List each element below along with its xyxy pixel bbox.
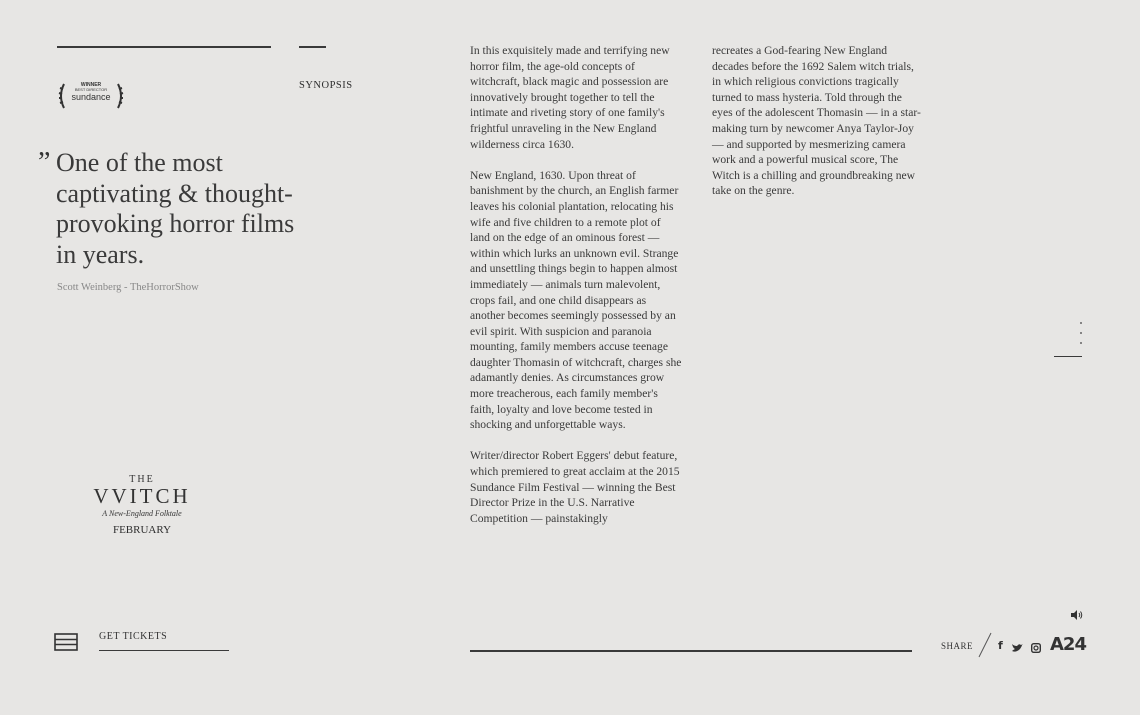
scroll-indicator[interactable] bbox=[1080, 322, 1083, 352]
top-left-rule bbox=[57, 46, 271, 48]
award-category-text: BEST DIRECTOR bbox=[74, 87, 108, 92]
footer-progress-rule bbox=[470, 650, 912, 652]
sound-toggle-icon[interactable] bbox=[1071, 607, 1083, 625]
logo-subtitle: A New-England Folktale bbox=[102, 509, 182, 518]
review-quote: One of the most captivating & thought-provoking horror films in years. bbox=[56, 148, 295, 269]
synopsis-label: SYNOPSIS bbox=[299, 80, 353, 91]
synopsis-paragraph: New England, 1630. Upon threat of banishment by the church, an English farmer leaves his colonial plantation, relocating his wife and five children to a remote plot of land on the edge of an ominous forest — within which lurks an unknown evil. Strange and unsettling things begin to happen almost immediately — animals turn malevolent, crops fail, and one child disappears as another becomes seemingly possessed by an evil spirit. With suspicion and paranoia mounting, family members accuse teenage daughter Thomasin of witchcraft, charges she adamantly denies. As circumstances grow more treacherous, each family member's faith, loyalty and love become tested in shocking and unforgettable ways. bbox=[470, 168, 682, 432]
twitter-icon[interactable] bbox=[1012, 640, 1023, 658]
menu-icon[interactable] bbox=[54, 633, 78, 651]
scroll-indicator-rule bbox=[1054, 356, 1082, 357]
facebook-icon[interactable]: f bbox=[998, 639, 1003, 652]
synopsis-paragraph: Writer/director Robert Eggers' debut feature, which premiered to great acclaim at the 2015 Sundance Film Festival — winning the Best Director Prize in the U.S. Narrative Competition — painstakingly bbox=[470, 449, 680, 525]
synopsis-rule bbox=[299, 46, 326, 48]
instagram-icon[interactable] bbox=[1031, 640, 1041, 658]
a24-logo[interactable]: A24 bbox=[1050, 634, 1086, 655]
tickets-underline bbox=[99, 650, 229, 651]
scroll-dot bbox=[1080, 322, 1082, 324]
scroll-dot bbox=[1080, 342, 1082, 344]
sundance-award-laurel bbox=[56, 80, 126, 112]
share-label: SHARE bbox=[941, 641, 974, 651]
synopsis-paragraph: recreates a God-fearing New England decades before the 1692 Salem witch trials, in which religious convictions tragically turned to mass hysteria. Told through the eyes of the adolescent Thomasin — in a star-making turn by newcomer Anya Taylor-Joy — and supported by mesmerizing camera work and a powerful musical score, The Witch is a chilling and groundbreaking new take on the genre. bbox=[712, 44, 921, 198]
share-divider bbox=[977, 632, 993, 658]
film-logo[interactable] bbox=[82, 474, 202, 536]
logo-the: THE bbox=[129, 474, 155, 485]
synopsis-column-2 bbox=[712, 43, 924, 215]
get-tickets-link[interactable]: GET TICKETS bbox=[99, 631, 168, 642]
award-festival-text: sundance bbox=[71, 92, 111, 102]
quote-source: Scott Weinberg - TheHorrorShow bbox=[57, 282, 199, 293]
synopsis-paragraph: In this exquisitely made and terrifying new horror film, the age-old concepts of witchcraft, black magic and possession are innovatively brought together to tell the intimate and riveting story of one family's frightful unraveling in the New England wilderness circa 1630. bbox=[470, 44, 670, 151]
synopsis-column-1 bbox=[470, 43, 682, 542]
quote-mark-icon: ” bbox=[38, 147, 51, 178]
release-month: FEBRUARY bbox=[112, 524, 172, 536]
scroll-dot bbox=[1080, 332, 1082, 334]
award-winner-text: WINNER bbox=[80, 82, 102, 88]
logo-title: VVITCH bbox=[93, 484, 191, 508]
